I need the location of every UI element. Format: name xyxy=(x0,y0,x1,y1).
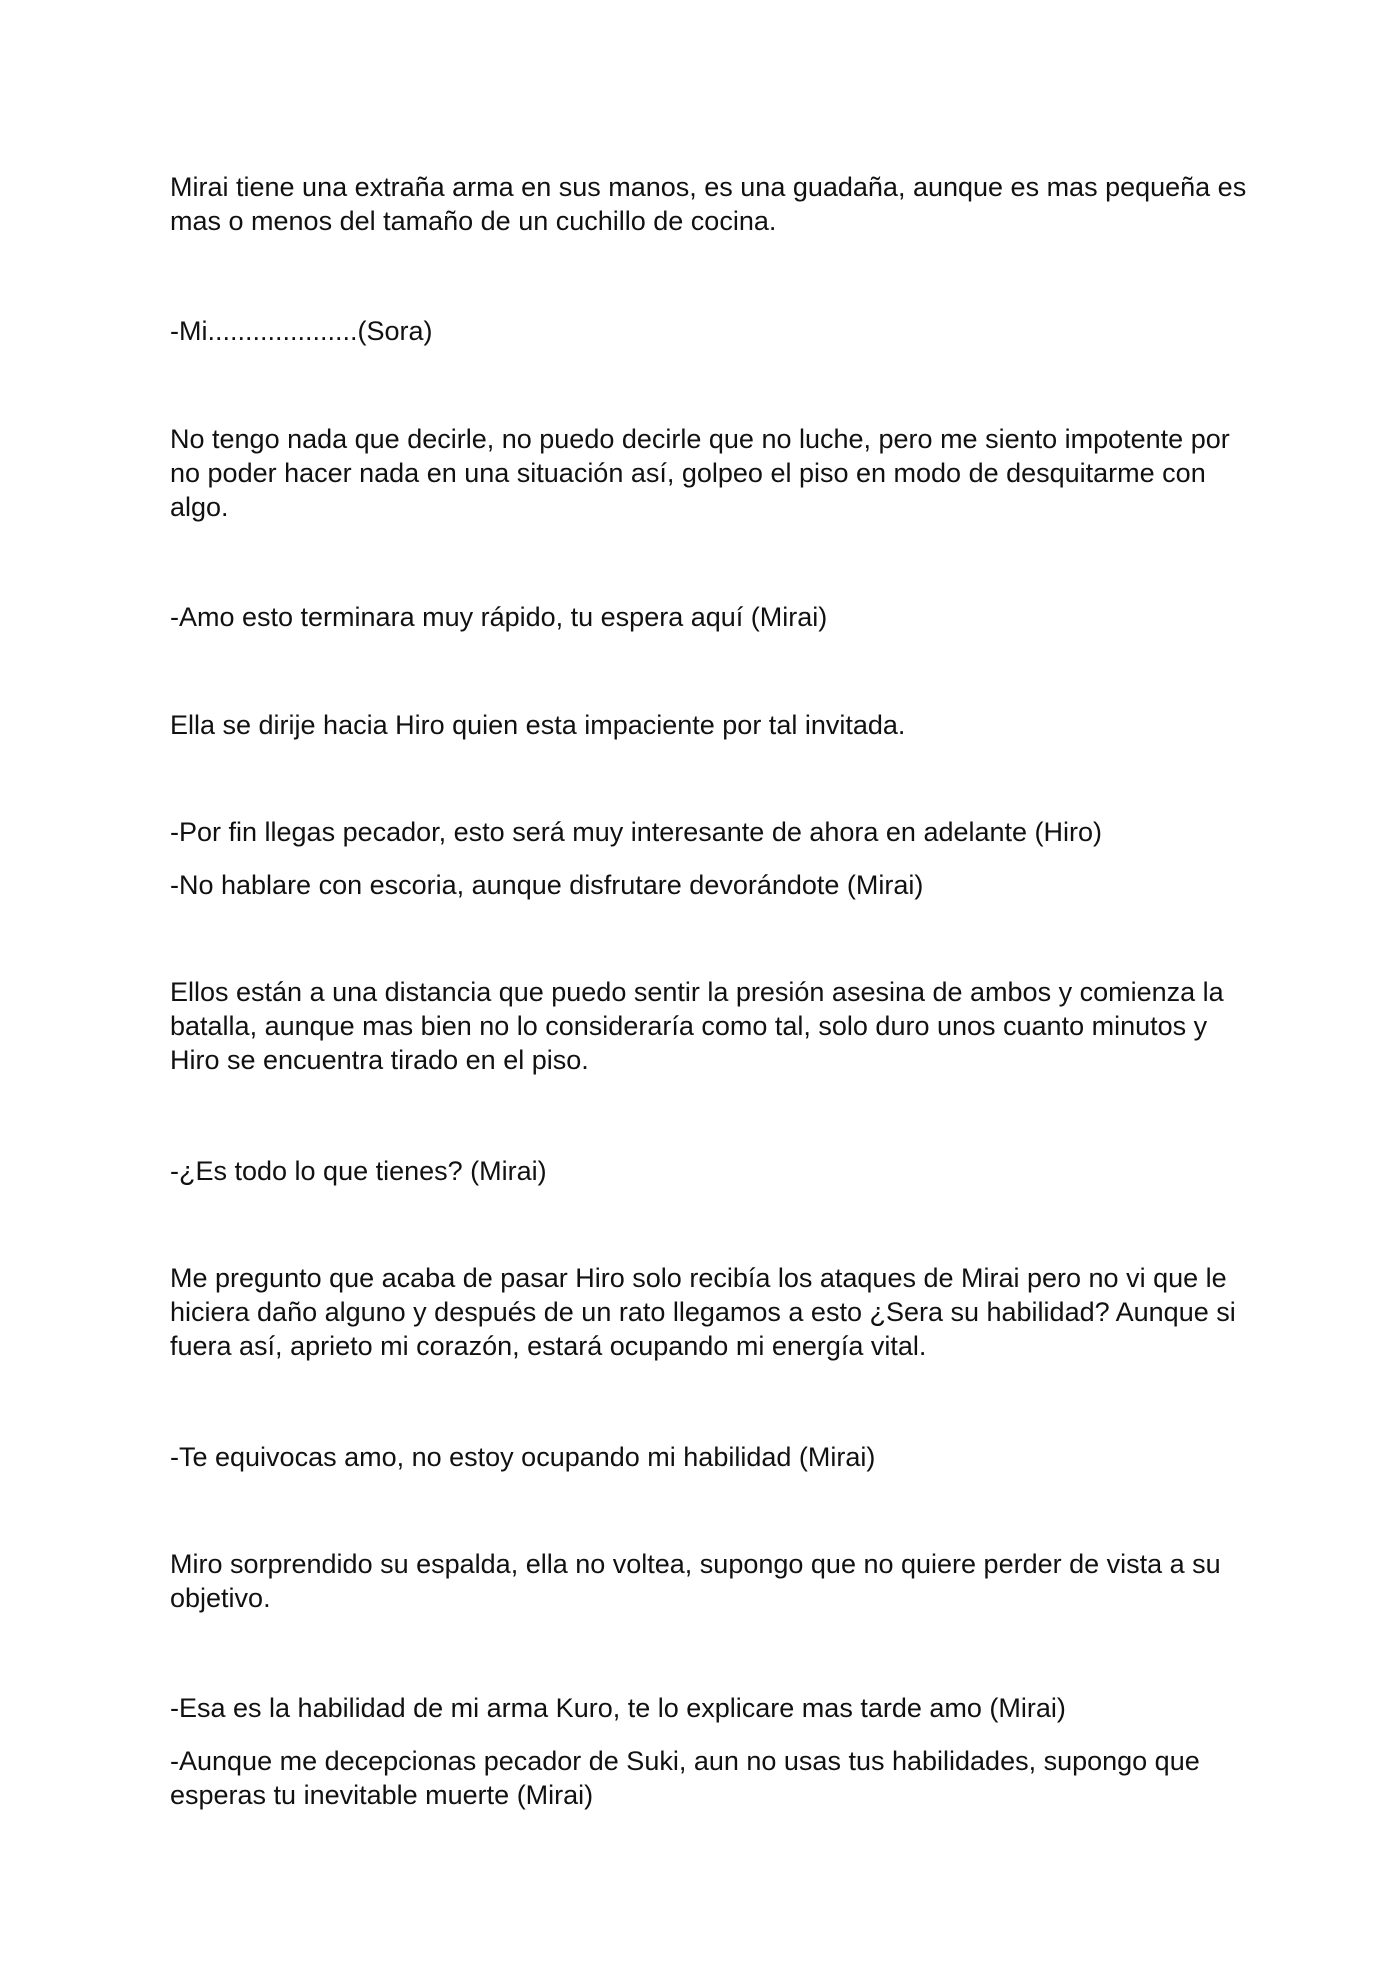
paragraph-miro-sorprendido: Miro sorprendido su espalda, ella no voltea, supongo que no quiere perder de vista a su objetivo. xyxy=(170,1549,1221,1613)
dialogue-mirai-wait-here: -Amo esto terminara muy rápido, tu espera aquí (Mirai) xyxy=(170,602,828,632)
paragraph-me-pregunto: Me pregunto que acaba de pasar Hiro solo recibía los ataques de Mirai pero no vi que le hiciera daño alguno y después de un rato llegamos a esto ¿Sera su habilidad? Aunque si fuera así, aprieto mi corazón, estará ocupando mi energía vital. xyxy=(170,1263,1236,1361)
dialogue-mirai-no-hablare: -No hablare con escoria, aunque disfrutare devorándote (Mirai) xyxy=(170,870,924,900)
dialogue-mirai-es-todo: -¿Es todo lo que tienes? (Mirai) xyxy=(170,1156,547,1186)
paragraph-scythe-description: Mirai tiene una extraña arma en sus manos, es una guadaña, aunque es mas pequeña es mas o menos del tamaño de un cuchillo de cocina. xyxy=(170,172,1247,236)
paragraph-ella-se-dirije: Ella se dirije hacia Hiro quien esta impaciente por tal invitada. xyxy=(170,710,906,740)
paragraph-battle-begins: Ellos están a una distancia que puedo sentir la presión asesina de ambos y comienza la batalla, aunque mas bien no lo consideraría como tal, solo duro unos cuanto minutos y Hiro se encuentra tirado en el piso. xyxy=(170,977,1224,1075)
dialogue-mirai-kuro: -Esa es la habilidad de mi arma Kuro, te lo explicare mas tarde amo (Mirai) xyxy=(170,1693,1066,1723)
paragraph-impotence: No tengo nada que decirle, no puedo decirle que no luche, pero me siento impotente por no poder hacer nada en una situación así, golpeo el piso en modo de desquitarme con algo. xyxy=(170,424,1230,522)
dialogue-mirai-decepcionas: -Aunque me decepcionas pecador de Suki, aun no usas tus habilidades, supongo que esperas tu inevitable muerte (Mirai) xyxy=(170,1746,1200,1810)
dialogue-sora-mi: -Mi....................(Sora) xyxy=(170,316,433,346)
dialogue-mirai-te-equivocas: -Te equivocas amo, no estoy ocupando mi habilidad (Mirai) xyxy=(170,1442,876,1472)
dialogue-hiro-por-fin: -Por fin llegas pecador, esto será muy interesante de ahora en adelante (Hiro) xyxy=(170,817,1103,847)
